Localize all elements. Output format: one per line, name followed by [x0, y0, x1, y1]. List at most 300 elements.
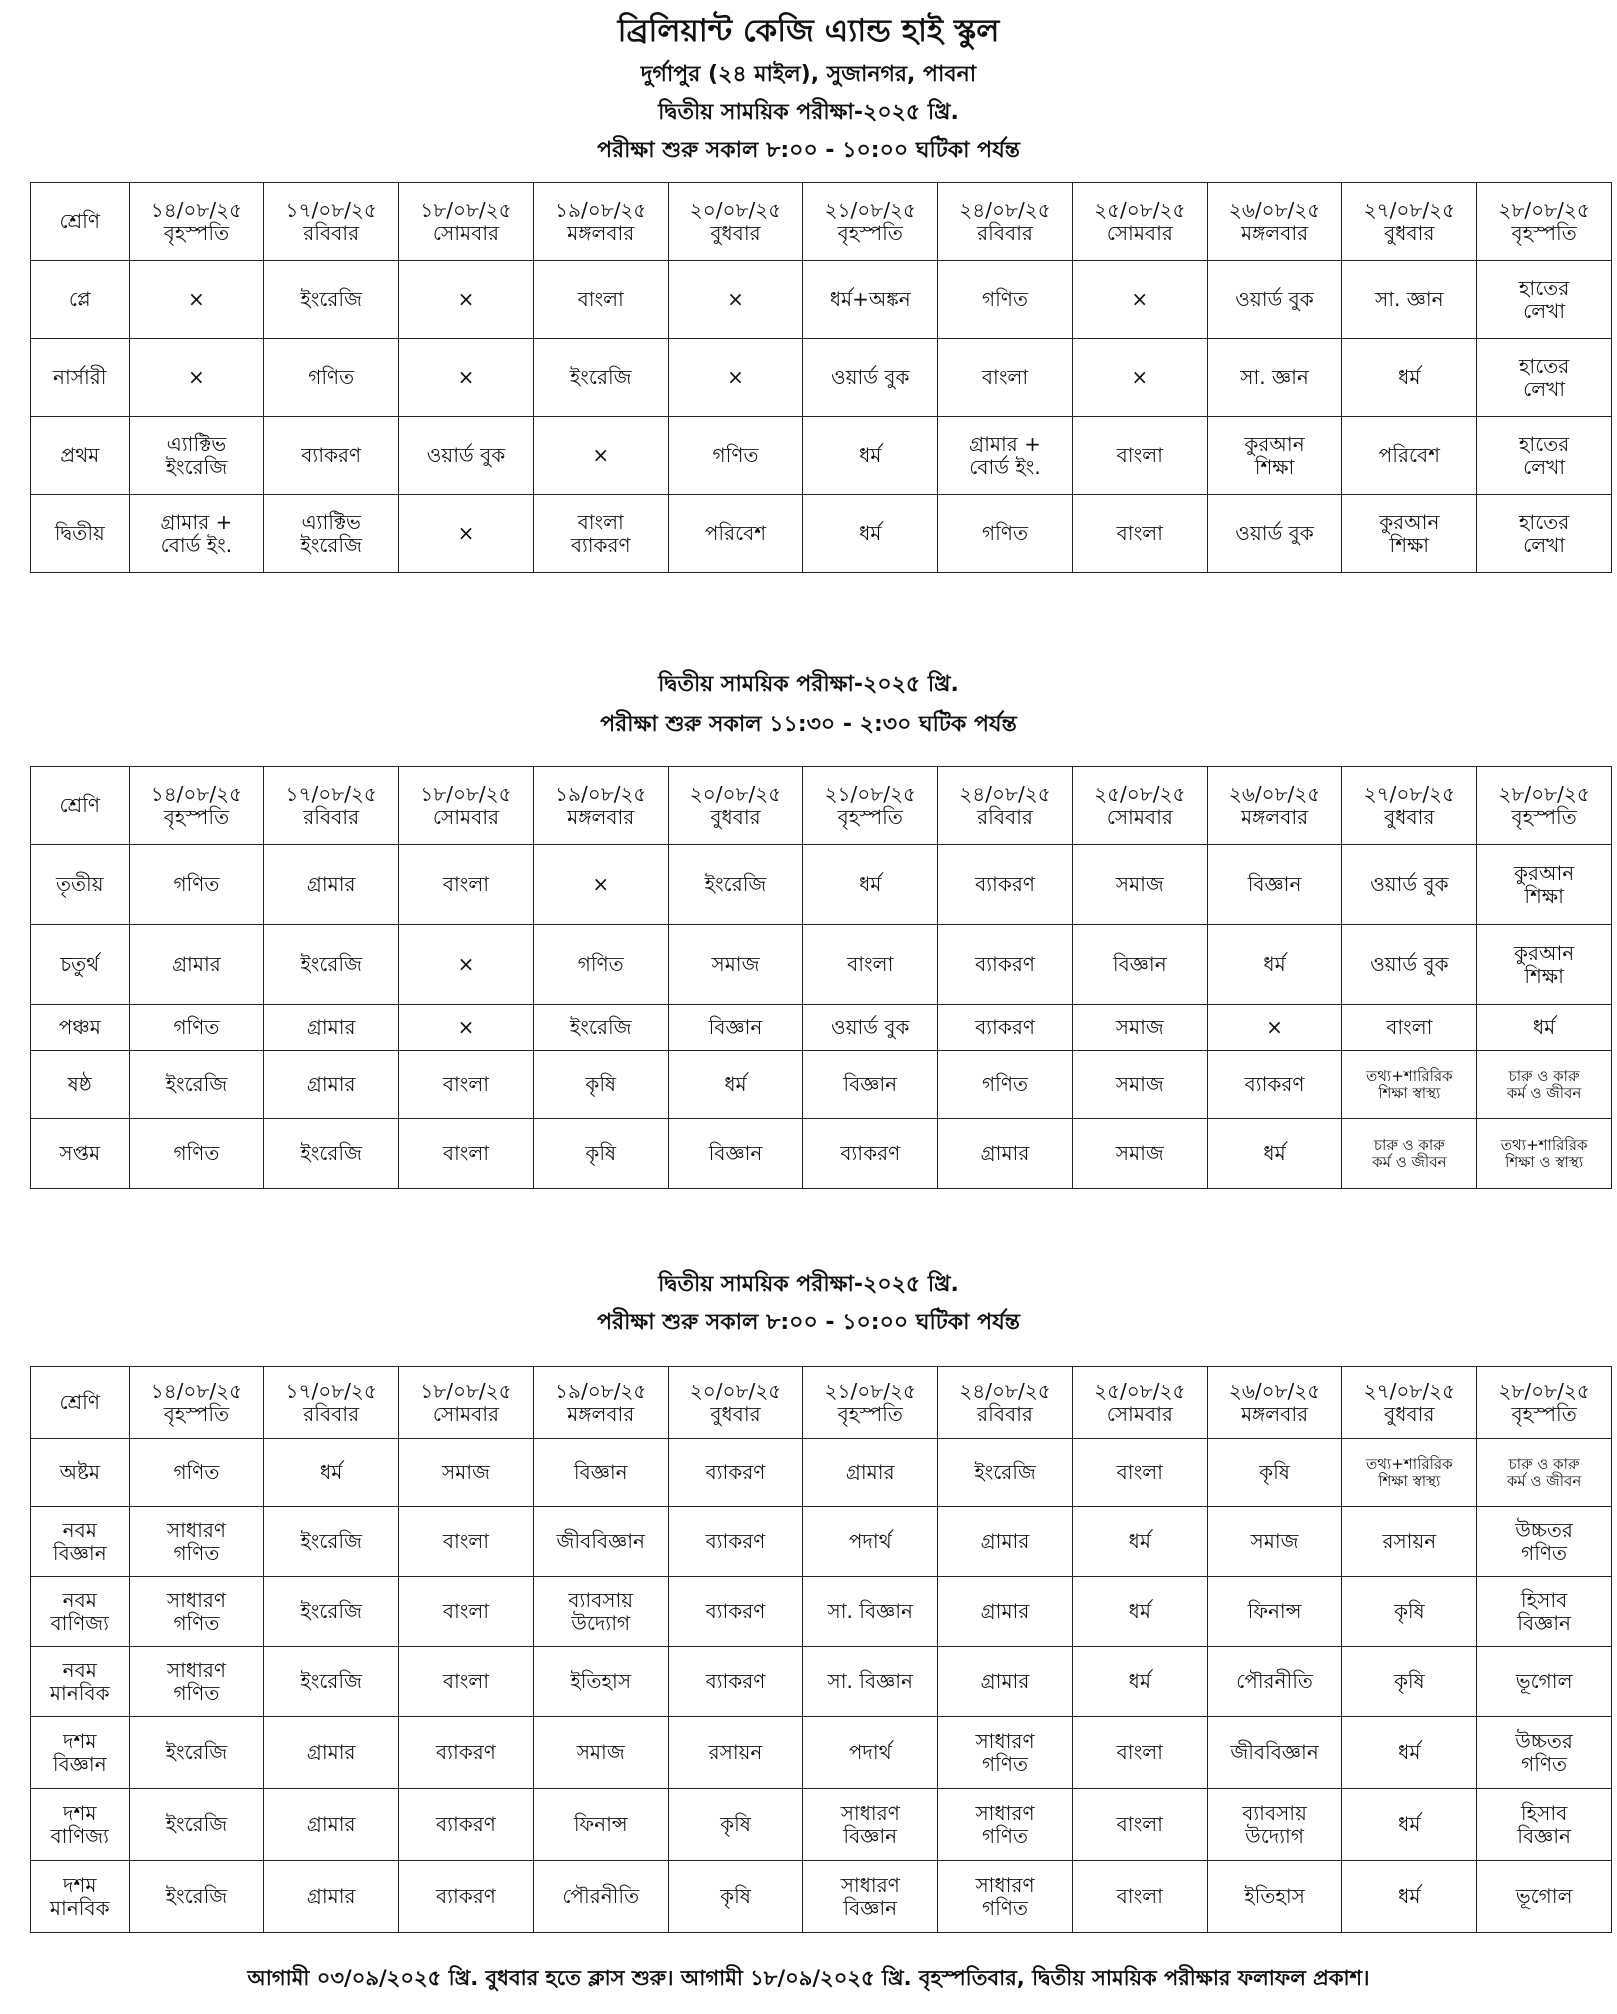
no-exam-mark: × — [1131, 287, 1149, 312]
subject-cell — [264, 339, 399, 417]
subject-name: চারু ও কারু কর্ম ও জীবন — [1372, 1135, 1447, 1171]
table-row — [31, 1005, 1612, 1051]
subject-cell — [1342, 1647, 1477, 1717]
subject-cell — [264, 1577, 399, 1647]
subject-name: ব্যাকরণ — [975, 1015, 1035, 1040]
subject-name: ব্যাকরণ — [436, 1740, 496, 1765]
subject-cell — [1072, 339, 1207, 417]
subject-cell — [668, 1789, 803, 1861]
subject-cell — [399, 417, 534, 495]
subject-name: সাধারণ গণিত — [975, 1873, 1035, 1920]
exam-date: ২৮/০৮/২৫ — [1498, 782, 1590, 807]
footer-note: আগামী ০৩/০৯/২০২৫ খ্রি. বুধবার হতে ক্লাস শুরু। আগামী ১৮/০৯/২০২৫ খ্রি. বৃহস্পতিবার, দ্বিতীয় সাময়িক পরীক্ষার ফলাফল প্রকাশ। — [247, 1966, 1370, 1990]
subject-cell — [803, 1051, 938, 1119]
school-name: ব্রিলিয়ান্ট কেজি এ্যান্ড হাই স্কুল — [617, 13, 1000, 49]
no-exam-mark: × — [457, 521, 475, 546]
exam-day: বুধবার — [710, 804, 761, 829]
subject-name: কুরআন শিক্ষা — [1513, 941, 1575, 988]
subject-name: ইংরেজি — [300, 1669, 363, 1694]
exam-time-3: পরীক্ষা শুরু সকাল ৮:০০ - ১০:০০ ঘটিকা পর্যন্ত — [597, 1310, 1020, 1335]
subject-cell — [803, 261, 938, 339]
subject-cell — [1207, 845, 1342, 925]
subject-cell — [803, 1717, 938, 1789]
subject-cell — [129, 1119, 264, 1189]
subject-name: গ্রামার — [306, 1072, 356, 1097]
subject-name: ধর্ম — [1128, 1669, 1151, 1694]
subject-name: গ্রামার — [306, 1812, 356, 1837]
subject-name: ইংরেজি — [300, 1599, 363, 1624]
exam-date: ২০/০৮/২৫ — [689, 198, 782, 223]
subject-cell — [668, 417, 803, 495]
subject-cell — [399, 339, 534, 417]
subject-name: ব্যাকরণ — [975, 952, 1035, 977]
subject-cell — [1207, 495, 1342, 573]
table-row — [31, 1051, 1612, 1119]
subject-name: ব্যাবসায় উদ্যোগ — [568, 1588, 634, 1635]
class-name-cell — [31, 1647, 130, 1717]
subject-name: তথ্য+শারিরিক শিক্ষা স্বাস্থ্য — [1365, 1454, 1453, 1490]
subject-cell — [129, 1789, 264, 1861]
subject-cell — [1207, 1507, 1342, 1577]
no-exam-mark: × — [592, 443, 610, 468]
subject-cell — [533, 1119, 668, 1189]
class-name-cell — [31, 417, 130, 495]
class-name: নবম বিজ্ঞান — [52, 1518, 107, 1565]
subject-name: ওয়ার্ড বুক — [831, 1015, 910, 1040]
exam-day: রবিবার — [303, 804, 360, 829]
subject-cell — [533, 1861, 668, 1933]
subject-name: ইতিহাস — [570, 1669, 632, 1694]
subject-cell — [1207, 925, 1342, 1005]
date-column-header — [129, 767, 264, 845]
exam-date: ১৮/০৮/২৫ — [420, 198, 512, 223]
routine-table-3 — [30, 1366, 1612, 1933]
date-column-header — [1072, 183, 1207, 261]
subject-cell — [1477, 1717, 1612, 1789]
exam-day: বুধবার — [1384, 1401, 1435, 1426]
subject-name: ইংরেজি — [569, 365, 632, 390]
no-exam-mark: × — [457, 952, 475, 977]
subject-name: ইংরেজি — [300, 1141, 363, 1166]
class-name: প্লে — [68, 287, 91, 312]
subject-cell — [1477, 339, 1612, 417]
exam-day: রবিবার — [977, 804, 1033, 829]
subject-cell — [129, 339, 264, 417]
subject-name: গ্রামার — [306, 872, 356, 897]
subject-cell — [803, 1439, 938, 1507]
subject-cell — [129, 1717, 264, 1789]
exam-time-1: পরীক্ষা শুরু সকাল ৮:০০ - ১০:০০ ঘটিকা পর্যন্ত — [597, 138, 1020, 163]
subject-cell — [129, 925, 264, 1005]
subject-cell — [1207, 1439, 1342, 1507]
subject-name: ওয়ার্ড বুক — [1235, 521, 1314, 546]
subject-cell — [668, 1507, 803, 1577]
date-column-header — [1207, 1367, 1342, 1439]
subject-cell — [1342, 1717, 1477, 1789]
subject-name: ফিনান্স — [1247, 1599, 1302, 1624]
subject-cell — [264, 1507, 399, 1577]
subject-cell — [1072, 495, 1207, 573]
date-column-header — [668, 767, 803, 845]
subject-name: সাধারণ গণিত — [166, 1658, 226, 1705]
subject-name: সমাজ — [1115, 1015, 1164, 1040]
class-name-cell — [31, 845, 130, 925]
subject-cell — [129, 1439, 264, 1507]
subject-name: ব্যাকরণ — [436, 1884, 496, 1909]
exam-day: বৃহস্পতি — [1511, 804, 1577, 829]
exam-title-2: দ্বিতীয় সাময়িক পরীক্ষা-২০২৫ খ্রি. — [658, 672, 959, 697]
exam-date: ২৭/০৮/২৫ — [1363, 782, 1456, 807]
subject-cell — [1207, 1119, 1342, 1189]
subject-cell — [938, 1439, 1073, 1507]
exam-title-3: দ্বিতীয় সাময়িক পরীক্ষা-২০২৫ খ্রি. — [658, 1272, 959, 1297]
subject-cell — [1477, 925, 1612, 1005]
subject-name: বাংলা — [981, 365, 1029, 390]
subject-name: তথ্য+শারিরিক শিক্ষা স্বাস্থ্য — [1365, 1066, 1453, 1102]
subject-name: জীববিজ্ঞান — [1230, 1740, 1319, 1765]
subject-name: জীববিজ্ঞান — [556, 1529, 645, 1554]
no-exam-mark: × — [592, 872, 610, 897]
class-name: ষষ্ঠ — [67, 1072, 92, 1097]
header-row — [31, 767, 1612, 845]
no-exam-mark: × — [1266, 1015, 1283, 1040]
subject-name: ব্যাকরণ — [705, 1460, 766, 1485]
subject-name: বাংলা — [442, 1599, 490, 1624]
subject-cell — [129, 417, 264, 495]
subject-name: গ্রামার — [306, 1884, 356, 1909]
subject-cell — [1342, 925, 1477, 1005]
date-column-header — [803, 183, 938, 261]
subject-name: এ্যাক্টিভ ইংরেজি — [165, 432, 228, 479]
subject-cell — [533, 261, 668, 339]
subject-cell — [264, 1861, 399, 1933]
date-column-header — [264, 183, 399, 261]
subject-cell — [1342, 1439, 1477, 1507]
subject-cell — [399, 1507, 534, 1577]
subject-name: বাংলা — [1116, 1884, 1163, 1909]
subject-name: সমাজ — [576, 1740, 625, 1765]
subject-cell — [533, 925, 668, 1005]
class-name: দশম বাণিজ্য — [50, 1801, 109, 1848]
table-row — [31, 1717, 1612, 1789]
class-name: দশম মানবিক — [49, 1873, 110, 1920]
subject-cell — [1207, 417, 1342, 495]
subject-cell — [1477, 1789, 1612, 1861]
subject-cell — [938, 339, 1073, 417]
subject-cell — [668, 261, 803, 339]
table-row — [31, 845, 1612, 925]
subject-cell — [1342, 1051, 1477, 1119]
subject-cell — [533, 1717, 668, 1789]
date-column-header — [399, 767, 534, 845]
subject-cell — [1072, 845, 1207, 925]
exam-date: ২৫/০৮/২৫ — [1094, 782, 1186, 807]
subject-name: চারু ও কারু কর্ম ও জীবন — [1506, 1066, 1582, 1102]
subject-cell — [533, 1439, 668, 1507]
subject-name: ধর্ম — [859, 521, 882, 546]
class-name-cell — [31, 1861, 130, 1933]
subject-cell — [938, 1119, 1073, 1189]
subject-cell — [1342, 1005, 1477, 1051]
subject-cell — [533, 1051, 668, 1119]
subject-cell — [938, 495, 1073, 573]
exam-day: বৃহস্পতি — [837, 220, 903, 245]
subject-cell — [1342, 1507, 1477, 1577]
subject-name: ধর্ম — [1532, 1015, 1556, 1040]
subject-name: কুরআন শিক্ষা — [1379, 510, 1440, 557]
table-row — [31, 495, 1612, 573]
subject-name: গণিত — [173, 1141, 220, 1166]
subject-name: গণিত — [173, 1015, 220, 1040]
no-exam-mark: × — [457, 365, 475, 390]
subject-cell — [803, 925, 938, 1005]
subject-cell — [1342, 495, 1477, 573]
subject-cell — [1477, 1861, 1612, 1933]
subject-cell — [264, 261, 399, 339]
subject-cell — [938, 1861, 1073, 1933]
subject-cell — [533, 495, 668, 573]
exam-day: রবিবার — [977, 1401, 1033, 1426]
subject-cell — [129, 1577, 264, 1647]
exam-day: বুধবার — [710, 220, 761, 245]
no-exam-mark: × — [457, 1015, 475, 1040]
subject-name: বিজ্ঞান — [708, 1141, 763, 1166]
class-name: নবম মানবিক — [49, 1658, 110, 1705]
class-name: নার্সারী — [53, 365, 107, 390]
exam-date: ২৪/০৮/২৫ — [959, 198, 1051, 223]
subject-cell — [399, 1577, 534, 1647]
subject-cell — [668, 845, 803, 925]
subject-name: ওয়ার্ড বুক — [831, 365, 910, 390]
date-column-header — [938, 183, 1073, 261]
subject-name: ধর্ম — [1263, 1141, 1286, 1166]
subject-cell — [264, 495, 399, 573]
date-column-header — [129, 183, 264, 261]
subject-name: ভূগোল — [1515, 1669, 1573, 1694]
subject-name: সমাজ — [1115, 1141, 1164, 1166]
subject-cell — [399, 1005, 534, 1051]
subject-cell — [1342, 417, 1477, 495]
subject-cell — [668, 1005, 803, 1051]
subject-cell — [1342, 1789, 1477, 1861]
subject-cell — [938, 1507, 1073, 1577]
subject-name: গণিত — [982, 1072, 1028, 1097]
subject-cell — [264, 1647, 399, 1717]
subject-cell — [1342, 1119, 1477, 1189]
subject-name: ধর্ম — [1398, 1812, 1421, 1837]
subject-cell — [803, 1507, 938, 1577]
subject-name: ব্যাকরণ — [436, 1812, 496, 1837]
date-column-header — [938, 1367, 1073, 1439]
exam-day: বুধবার — [1384, 220, 1435, 245]
subject-name: কুরআন শিক্ষা — [1244, 432, 1305, 479]
subject-name: কৃষি — [1259, 1460, 1290, 1485]
subject-name: সাধারণ গণিত — [975, 1801, 1035, 1848]
routine-table-2 — [30, 766, 1612, 1189]
subject-cell — [533, 1647, 668, 1717]
subject-cell — [399, 1717, 534, 1789]
class-name-cell — [31, 1717, 130, 1789]
exam-day: বৃহস্পতি — [163, 1401, 230, 1426]
date-column-header — [533, 183, 668, 261]
class-name-cell — [31, 1507, 130, 1577]
subject-cell — [1477, 1005, 1612, 1051]
subject-cell — [668, 1861, 803, 1933]
subject-cell — [938, 925, 1073, 1005]
date-column-header — [1477, 183, 1612, 261]
exam-day: মঙ্গলবার — [1240, 1401, 1309, 1426]
subject-name: বাংলা — [1116, 1740, 1163, 1765]
subject-name: বিজ্ঞান — [843, 1072, 898, 1097]
subject-cell — [129, 261, 264, 339]
date-column-header — [938, 767, 1073, 845]
date-column-header — [129, 1367, 264, 1439]
subject-cell — [399, 1789, 534, 1861]
no-exam-mark: × — [188, 287, 205, 312]
subject-name: গণিত — [577, 952, 624, 977]
table-row — [31, 925, 1612, 1005]
subject-cell — [1342, 261, 1477, 339]
subject-cell — [129, 1647, 264, 1717]
subject-cell — [668, 1051, 803, 1119]
subject-name: গ্রামার — [980, 1529, 1030, 1554]
subject-cell — [264, 1051, 399, 1119]
subject-cell — [668, 495, 803, 573]
exam-date: ২১/০৮/২৫ — [824, 1379, 916, 1404]
subject-name: উচ্চতর গণিত — [1515, 1518, 1573, 1565]
class-name: নবম বাণিজ্য — [50, 1588, 109, 1635]
subject-name: পরিবেশ — [1378, 443, 1440, 468]
subject-cell — [938, 845, 1073, 925]
class-name-cell — [31, 495, 130, 573]
subject-cell — [1207, 339, 1342, 417]
subject-cell — [668, 1577, 803, 1647]
subject-name: সাধারণ গণিত — [166, 1588, 226, 1635]
table-row — [31, 1119, 1612, 1189]
header-row — [31, 183, 1612, 261]
subject-cell — [938, 1647, 1073, 1717]
class-column-header: শ্রেণি — [31, 1367, 130, 1439]
exam-date: ২৭/০৮/২৫ — [1363, 1379, 1456, 1404]
subject-cell — [399, 925, 534, 1005]
class-column-header: শ্রেণি — [31, 183, 130, 261]
date-column-header — [264, 767, 399, 845]
subject-name: গ্রামার — [306, 1015, 356, 1040]
subject-name: ব্যাকরণ — [301, 443, 362, 468]
subject-cell — [399, 1051, 534, 1119]
exam-day: সোমবার — [1106, 804, 1173, 829]
subject-name: সমাজ — [711, 952, 760, 977]
exam-date: ১৭/০৮/২৫ — [285, 198, 377, 223]
exam-day: মঙ্গলবার — [567, 804, 635, 829]
subject-cell — [1207, 1861, 1342, 1933]
subject-cell — [668, 1647, 803, 1717]
subject-name: গ্রামার + বোর্ড ইং. — [969, 432, 1041, 479]
subject-cell — [533, 1789, 668, 1861]
subject-name: ইংরেজি — [300, 287, 363, 312]
subject-name: বাংলা — [1116, 521, 1163, 546]
date-column-header — [1342, 1367, 1477, 1439]
subject-cell — [1072, 1507, 1207, 1577]
subject-cell — [533, 845, 668, 925]
subject-cell — [264, 1789, 399, 1861]
subject-name: সা. জ্ঞান — [1375, 287, 1444, 312]
exam-date: ২৫/০৮/২৫ — [1094, 198, 1186, 223]
no-exam-mark: × — [457, 287, 475, 312]
subject-name: হিসাব বিজ্ঞান — [1517, 1588, 1571, 1635]
exam-date: ২৮/০৮/২৫ — [1498, 1379, 1590, 1404]
subject-name: বাংলা — [442, 1141, 490, 1166]
subject-cell — [399, 1861, 534, 1933]
table-row — [31, 261, 1612, 339]
exam-date: ২১/০৮/২৫ — [824, 198, 916, 223]
subject-cell — [803, 1577, 938, 1647]
subject-cell — [1072, 1439, 1207, 1507]
subject-cell — [399, 845, 534, 925]
exam-day: মঙ্গলবার — [567, 1401, 635, 1426]
subject-cell — [533, 1005, 668, 1051]
date-column-header — [1207, 183, 1342, 261]
subject-cell — [1072, 417, 1207, 495]
subject-name: গণিত — [173, 1460, 220, 1485]
subject-name: বিজ্ঞান — [708, 1015, 763, 1040]
subject-name: সাধারণ বিজ্ঞান — [840, 1801, 900, 1848]
subject-name: হাতের লেখা — [1518, 510, 1570, 557]
subject-name: ইংরেজি — [165, 1812, 228, 1837]
subject-cell — [1072, 1577, 1207, 1647]
date-column-header — [1072, 1367, 1207, 1439]
subject-name: ভূগোল — [1515, 1884, 1573, 1909]
subject-cell — [129, 845, 264, 925]
subject-cell — [1477, 495, 1612, 573]
subject-name: ইংরেজি — [704, 872, 767, 897]
subject-name: ব্যাকরণ — [840, 1141, 901, 1166]
exam-date: ২৭/০৮/২৫ — [1363, 198, 1456, 223]
exam-date: ২০/০৮/২৫ — [689, 782, 782, 807]
exam-day: বৃহস্পতি — [1511, 220, 1577, 245]
class-name-cell — [31, 1439, 130, 1507]
subject-name: পৌরনীতি — [562, 1884, 640, 1909]
subject-cell — [1477, 845, 1612, 925]
exam-date: ২০/০৮/২৫ — [689, 1379, 782, 1404]
subject-cell — [938, 1789, 1073, 1861]
subject-name: গ্রামার — [980, 1669, 1030, 1694]
exam-date: ১৪/০৮/২৫ — [150, 1379, 243, 1404]
subject-name: বিজ্ঞান — [573, 1460, 628, 1485]
exam-date: ১৯/০৮/২৫ — [555, 782, 647, 807]
table-row — [31, 339, 1612, 417]
subject-name: ইংরেজি — [165, 1740, 228, 1765]
subject-name: গ্রামার — [980, 1599, 1030, 1624]
subject-cell — [264, 1439, 399, 1507]
subject-cell — [533, 417, 668, 495]
exam-day: সোমবার — [432, 804, 500, 829]
subject-cell — [803, 1647, 938, 1717]
subject-cell — [264, 845, 399, 925]
subject-name: বাংলা — [1386, 1015, 1433, 1040]
exam-day: বুধবার — [1384, 804, 1435, 829]
subject-name: হিসাব বিজ্ঞান — [1517, 1801, 1571, 1848]
subject-cell — [399, 1647, 534, 1717]
subject-cell — [668, 339, 803, 417]
date-column-header — [1072, 767, 1207, 845]
subject-name: গ্রামার — [980, 1141, 1030, 1166]
subject-name: ওয়ার্ড বুক — [1370, 872, 1449, 897]
exam-date: ১৪/০৮/২৫ — [150, 198, 243, 223]
subject-cell — [264, 1005, 399, 1051]
subject-name: গণিত — [173, 872, 220, 897]
exam-date: ১৯/০৮/২৫ — [555, 198, 647, 223]
